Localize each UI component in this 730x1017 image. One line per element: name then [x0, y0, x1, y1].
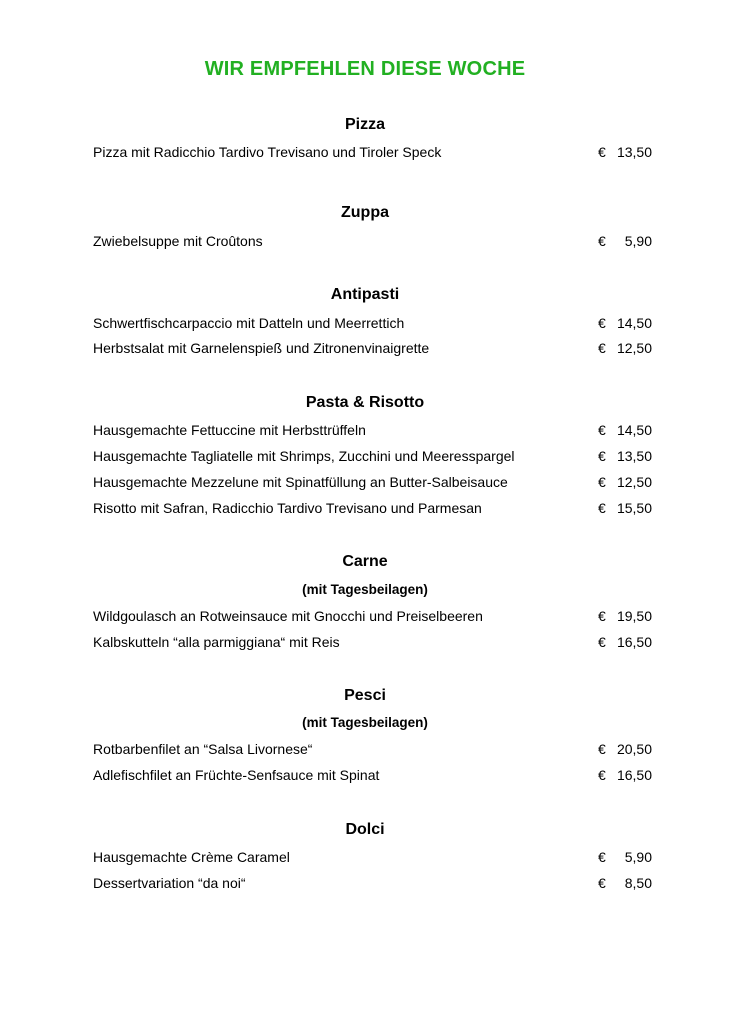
menu-item-name: Dessertvariation “da noi“: [93, 875, 246, 891]
menu-item-name: Adlefischfilet an Früchte-Senfsauce mit Spinat: [93, 767, 380, 783]
menu-item-name: Hausgemachte Mezzelune mit Spinatfüllung an Butter-Salbeisauce: [93, 474, 508, 490]
currency-symbol: €: [598, 233, 606, 249]
menu-item: [93, 767, 653, 787]
price-amount: 15,50: [616, 500, 652, 516]
currency-symbol: €: [598, 875, 606, 891]
menu-item: [93, 448, 653, 468]
menu-item-name: Zwiebelsuppe mit Croûtons: [93, 233, 263, 249]
section-heading-pasta-risotto: Pasta & Risotto: [305, 394, 425, 411]
currency-symbol: €: [598, 315, 606, 331]
currency-symbol: €: [598, 634, 606, 650]
menu-item: [93, 608, 653, 628]
menu-item-name: Rotbarbenfilet an “Salsa Livornese“: [93, 741, 313, 757]
menu-item: [93, 144, 653, 164]
section-heading-antipasti: Antipasti: [330, 286, 400, 303]
currency-symbol: €: [598, 608, 606, 624]
menu-item-name: Hausgemachte Tagliatelle mit Shrimps, Zucchini und Meeresspargel: [93, 448, 515, 464]
menu-item-name: Hausgemachte Fettuccine mit Herbsttrüffeln: [93, 422, 366, 438]
menu-item: [93, 500, 653, 520]
section-heading-dolci: Dolci: [345, 821, 385, 838]
menu-item-name: Herbstsalat mit Garnelenspieß und Zitronenvinaigrette: [93, 340, 430, 356]
currency-symbol: €: [598, 500, 606, 516]
price-amount: 16,50: [616, 767, 652, 783]
price-amount: 20,50: [616, 741, 652, 757]
menu-item: [93, 849, 653, 869]
currency-symbol: €: [598, 448, 606, 464]
section-heading-zuppa: Zuppa: [341, 204, 389, 221]
menu-title: WIR EMPFEHLEN DIESE WOCHE: [204, 58, 526, 80]
menu-item: [93, 340, 653, 360]
menu-item: [93, 315, 653, 335]
menu-item: [93, 233, 653, 253]
price-amount: 5,90: [624, 849, 652, 865]
menu-item: [93, 422, 653, 442]
menu-item-name: Hausgemachte Crème Caramel: [93, 849, 290, 865]
menu-item: [93, 634, 653, 654]
price-amount: 5,90: [624, 233, 652, 249]
currency-symbol: €: [598, 340, 606, 356]
price-amount: 14,50: [616, 315, 652, 331]
menu-item-name: Risotto mit Safran, Radicchio Tardivo Trevisano und Parmesan: [93, 500, 482, 516]
price-amount: 13,50: [616, 448, 652, 464]
currency-symbol: €: [598, 849, 606, 865]
price-amount: 16,50: [616, 634, 652, 650]
section-heading-carne: Carne: [342, 553, 388, 570]
price-amount: 12,50: [616, 340, 652, 356]
menu-item: [93, 474, 653, 494]
section-heading-pizza: Pizza: [344, 116, 385, 133]
price-amount: 12,50: [616, 474, 652, 490]
currency-symbol: €: [598, 422, 606, 438]
price-amount: 14,50: [616, 422, 652, 438]
section-heading-pesci: Pesci: [344, 687, 386, 704]
menu-item: [93, 875, 653, 895]
currency-symbol: €: [598, 767, 606, 783]
menu-item-name: Wildgoulasch an Rotweinsauce mit Gnocchi und Preiselbeeren: [93, 608, 483, 624]
price-amount: 8,50: [624, 875, 652, 891]
currency-symbol: €: [598, 144, 606, 160]
section-note: (mit Tagesbeilagen): [302, 582, 428, 597]
price-amount: 19,50: [616, 608, 652, 624]
currency-symbol: €: [598, 741, 606, 757]
menu-item-name: Pizza mit Radicchio Tardivo Trevisano und Tiroler Speck: [93, 144, 442, 160]
menu-item: [93, 741, 653, 761]
section-note: (mit Tagesbeilagen): [302, 715, 428, 730]
price-amount: 13,50: [616, 144, 652, 160]
menu-item-name: Kalbskutteln “alla parmiggiana“ mit Reis: [93, 634, 340, 650]
currency-symbol: €: [598, 474, 606, 490]
menu-item-name: Schwertfischcarpaccio mit Datteln und Meerrettich: [93, 315, 405, 331]
